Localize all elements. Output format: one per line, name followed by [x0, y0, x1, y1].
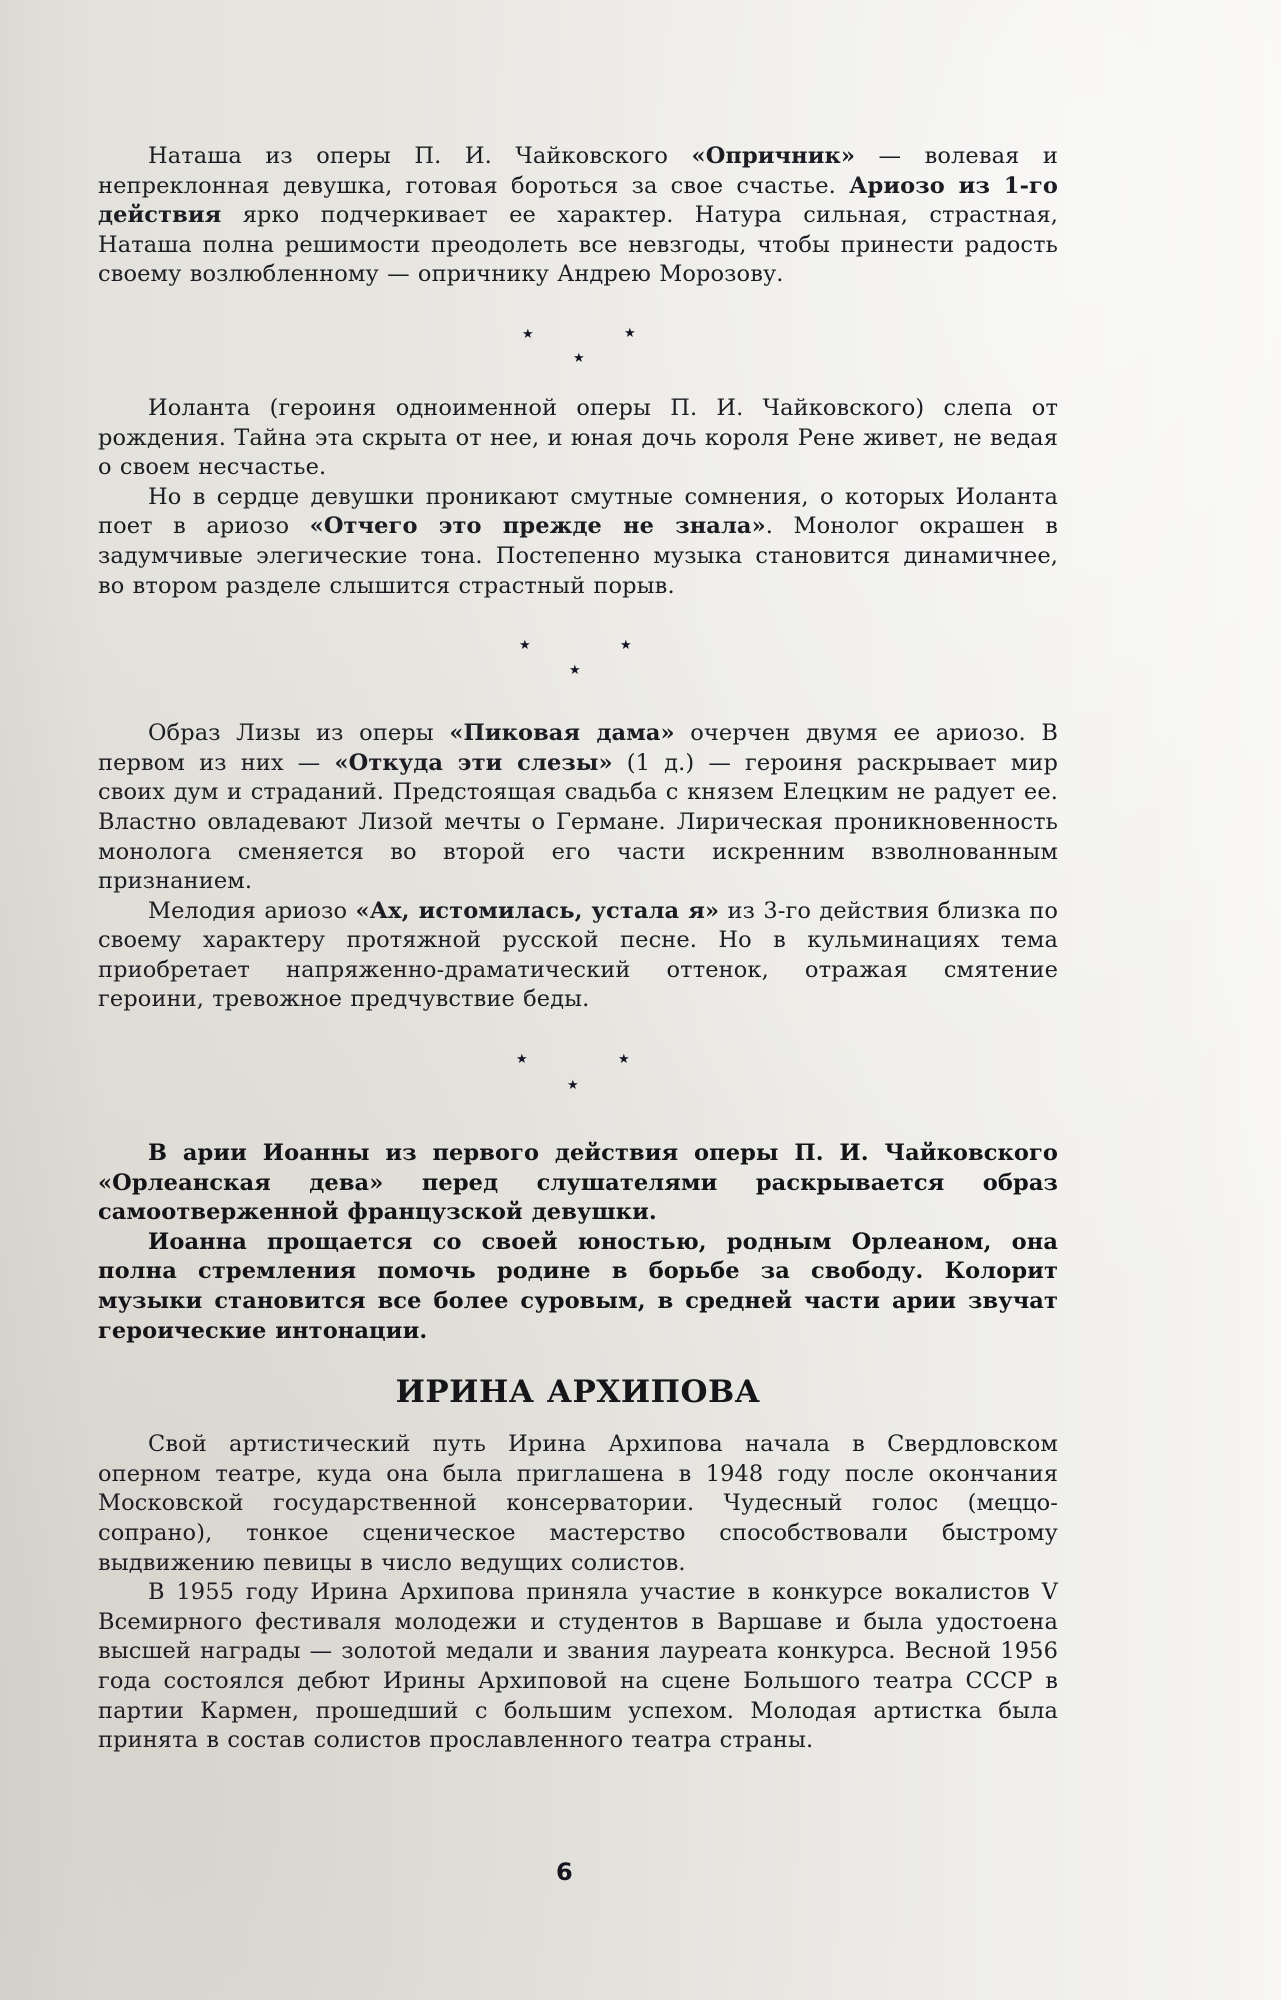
arioso-title: Ариозо из 1-го действия [98, 172, 1058, 229]
asterisk-icon: ★ [567, 1078, 579, 1094]
paragraph-iolanta-1 [98, 394, 1058, 483]
paragraph-joan-1 [98, 1139, 1058, 1228]
section-maid-of-orleans [98, 1139, 1058, 1346]
section-separator [98, 601, 1058, 719]
section-queen-of-spades [98, 719, 1058, 1015]
paragraph-biography-1: Свой артистический путь Ирина Архипова начала в Свердловском оперном театре, куда она была приглашена в 1948 году после окончания Московской государственной консерватории. Чудесный голос (меццо-сопрано), тонкое сценическое мастерство способствовали быстрому выдвижению певицы в число ведущих солистов. [98, 1431, 1058, 1576]
text-run: оперы П. И. Чайковского [678, 1140, 1059, 1167]
text-run: перед слушателями раскрывается образ самоотверженной французской девушки. [98, 1169, 1058, 1226]
arioso-title: «Откуда эти слезы» [334, 749, 613, 776]
section-biography [98, 1430, 1058, 1756]
paragraph-natasha [98, 142, 1058, 290]
text-run: (1 д.) — героиня раскрывает мир своих дум и страданий. Предстоящая свадьба с князем Елецким не радует ее. Властно овладевают Лизой мечты о Германе. Лирическая проникновенность монолога сменяется во второй его части искренним взволнованным признанием. [98, 749, 1058, 895]
text-run: Наташа из оперы П. И. Чайковского [148, 143, 692, 169]
text-run: Иоанна прощается со своей юностью, родным Орлеаном, она полна стремления помочь родине в борьбе за свободу. Колорит музыки становится все более суровым, в средней части арии звучат героические интонации. [98, 1228, 1058, 1344]
asterisk-icon: ★ [516, 1052, 528, 1068]
text-run: Мелодия ариозо [148, 897, 356, 924]
paragraph-joan-2 [98, 1228, 1058, 1346]
paragraph-liza-2 [98, 897, 1058, 1015]
text-run: очерчен двумя ее ариозо. В первом из них — [98, 720, 1058, 776]
text-run: — волевая и непреклонная девушка, готовая бороться за свое счастье. [98, 143, 1058, 199]
asterisk-icon: ★ [569, 663, 581, 679]
paragraph-biography-2: В 1955 году Ирина Архипова приняла участие в конкурсе вокалистов V Всемирного фестиваля молодежи и студентов в Варшаве и была удостоена высшей награды — золотой медали и звания лауреата конкурса. Весной 1956 года состоялся дебют Ирины Архиповой на сцене Большого театра СССР в партии Кармен, прошедший с большим успехом. Молодая артистка была принята в состав солистов прославленного театра страны. [98, 1579, 1058, 1754]
section-iolanta [98, 394, 1058, 601]
arioso-title: «Отчего это прежде не знала» [309, 513, 766, 540]
section-separator [98, 290, 1058, 394]
asterisk-icon: ★ [620, 638, 632, 654]
opera-title-maid-of-orleans: «Орлеанская дева» [98, 1169, 384, 1196]
text-run: Образ Лизы из оперы [148, 720, 450, 747]
asterisk-icon: ★ [522, 326, 534, 342]
text-run: ярко подчеркивает ее характер. Натура сильная, страстная, Наташа полна решимости преодолеть все невзгоды, чтобы принести радость своему возлюбленному — опричнику Андрею Морозову. [98, 202, 1058, 288]
text-run: Но в сердце девушки проникают смутные сомнения, о которых Иоланта поет в ариозо [98, 483, 1058, 540]
arioso-title: «Ах, истомилась, устала я» [355, 897, 720, 924]
paragraph-liza-1 [98, 719, 1058, 897]
asterisk-icon: ★ [618, 1052, 630, 1068]
opera-title-queen-of-spades: «Пиковая дама» [449, 720, 675, 747]
text-run: . Монолог окрашен в задумчивые элегические тона. Постепенно музыка становится динамичнее, во втором разделе слышится страстный порыв. [98, 513, 1058, 599]
page-content [98, 142, 1058, 1756]
asterisk-icon: ★ [624, 325, 636, 341]
section-oprichnik [98, 142, 1058, 290]
page-number: 6 [556, 1858, 573, 1886]
aria-title: В арии Иоанны из первого действия [148, 1140, 679, 1167]
text-run: Иоланта (героиня одноименной оперы П. И. Чайковского) слепа от рождения. Тайна эта скрыта от нее, и юная дочь короля Рене живет, не ведая о своем несчастье. [98, 394, 1058, 481]
paragraph-iolanta-2 [98, 483, 1058, 601]
biography-heading: ИРИНА АРХИПОВА [395, 1374, 761, 1411]
text-run: из 3-го действия близка по своему характеру протяжной русской песне. Но в кульминациях тема приобретает напряженно-драматический оттенок, отражая смятение героини, тревожное предчувствие беды. [98, 897, 1058, 1013]
asterisk-icon: ★ [519, 638, 531, 654]
section-separator [98, 1015, 1058, 1139]
asterisk-icon: ★ [573, 350, 585, 366]
opera-title-oprichnik: «Опричник» [691, 143, 856, 169]
